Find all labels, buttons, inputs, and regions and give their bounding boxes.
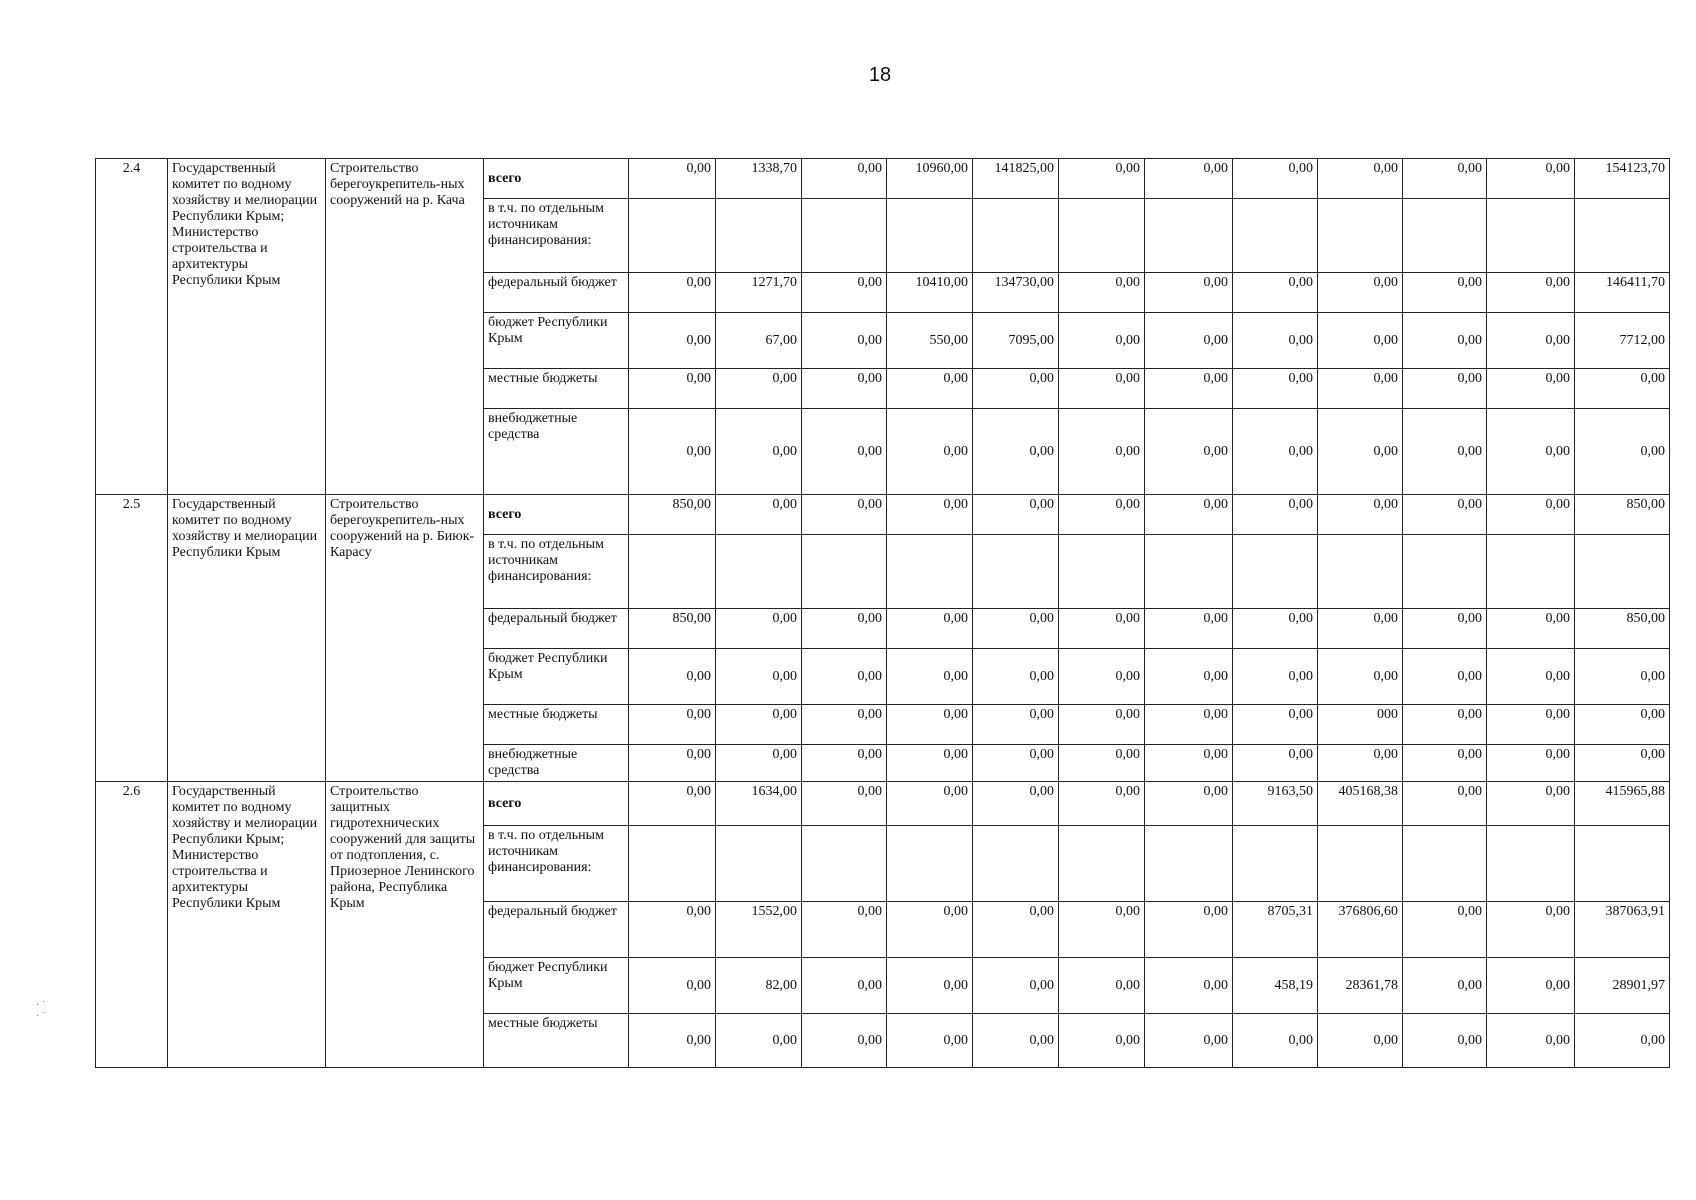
value-cell: 405168,38 [1318,782,1403,826]
value-cell: 0,00 [1233,609,1318,649]
value-cell: 0,00 [716,369,802,409]
value-cell: 0,00 [1403,369,1487,409]
value-cell: 0,00 [973,1014,1059,1068]
page-number: 18 [868,64,892,86]
value-cell: 0,00 [629,705,716,745]
value-cell: 0,00 [1233,273,1318,313]
value-cell [1487,826,1575,902]
value-cell: 1271,70 [716,273,802,313]
value-cell: 0,00 [1059,902,1145,958]
value-cell [802,199,887,273]
value-cell: 0,00 [629,409,716,495]
value-cell: 154123,70 [1575,159,1670,199]
value-cell: 0,00 [629,958,716,1014]
value-cell: 0,00 [802,273,887,313]
value-cell: 0,00 [1059,958,1145,1014]
value-cell: 8705,31 [1233,902,1318,958]
value-cell: 0,00 [1318,745,1403,782]
value-cell: 0,00 [887,369,973,409]
value-cell: 10960,00 [887,159,973,199]
measure-cell: Строительство берегоукрепитель-ных сооружений на р. Кача [326,159,484,495]
value-cell: 0,00 [1059,1014,1145,1068]
value-cell: 0,00 [1575,705,1670,745]
value-cell: 0,00 [802,159,887,199]
value-cell: 0,00 [1059,369,1145,409]
value-cell: 850,00 [1575,609,1670,649]
value-cell: 0,00 [1403,902,1487,958]
value-cell: 0,00 [1403,313,1487,369]
value-cell: 0,00 [973,649,1059,705]
value-cell: 0,00 [1145,958,1233,1014]
value-cell: 0,00 [629,782,716,826]
value-cell: 0,00 [1575,1014,1670,1068]
funding-source-cell: бюджет Республики Крым [484,313,629,369]
value-cell: 0,00 [1233,369,1318,409]
value-cell: 0,00 [802,1014,887,1068]
value-cell: 0,00 [629,369,716,409]
value-cell: 0,00 [1487,782,1575,826]
value-cell: 000 [1318,705,1403,745]
value-cell [629,826,716,902]
value-cell: 0,00 [802,782,887,826]
value-cell: 0,00 [1487,958,1575,1014]
value-cell [1059,199,1145,273]
value-cell [973,535,1059,609]
value-cell: 0,00 [1145,1014,1233,1068]
value-cell: 0,00 [1487,273,1575,313]
value-cell: 0,00 [1403,705,1487,745]
funding-source-cell: всего [484,782,629,826]
value-cell: 0,00 [1059,409,1145,495]
value-cell [802,826,887,902]
funding-source-cell: внебюджетные средства [484,745,629,782]
funding-source-cell: в т.ч. по отдельным источникам финансирования: [484,535,629,609]
value-cell: 0,00 [1059,782,1145,826]
value-cell: 0,00 [716,609,802,649]
value-cell: 0,00 [1318,1014,1403,1068]
value-cell: 850,00 [629,495,716,535]
funding-source-cell: федеральный бюджет [484,902,629,958]
value-cell: 458,19 [1233,958,1318,1014]
value-cell: 0,00 [716,1014,802,1068]
value-cell [1487,535,1575,609]
value-cell: 0,00 [802,902,887,958]
value-cell: 0,00 [716,649,802,705]
value-cell: 0,00 [1487,609,1575,649]
value-cell: 0,00 [1403,609,1487,649]
value-cell [973,826,1059,902]
value-cell: 0,00 [887,409,973,495]
value-cell [1059,826,1145,902]
value-cell: 0,00 [802,609,887,649]
value-cell: 0,00 [1318,313,1403,369]
value-cell: 0,00 [887,609,973,649]
value-cell: 7095,00 [973,313,1059,369]
value-cell: 0,00 [887,958,973,1014]
value-cell: 0,00 [1575,745,1670,782]
value-cell: 0,00 [887,495,973,535]
funding-source-cell: внебюджетные средства [484,409,629,495]
value-cell: 0,00 [1403,273,1487,313]
value-cell: 0,00 [1059,495,1145,535]
value-cell [973,199,1059,273]
value-cell: 0,00 [973,705,1059,745]
value-cell: 0,00 [1403,1014,1487,1068]
value-cell: 0,00 [1575,649,1670,705]
value-cell: 0,00 [1318,273,1403,313]
value-cell: 0,00 [1145,313,1233,369]
value-cell: 0,00 [1403,958,1487,1014]
value-cell: 0,00 [1487,705,1575,745]
value-cell: 0,00 [1487,159,1575,199]
value-cell: 0,00 [802,409,887,495]
value-cell [1403,199,1487,273]
executor-cell: Государственный комитет по водному хозяйству и мелиорации Республики Крым [168,495,326,782]
value-cell: 0,00 [887,782,973,826]
value-cell: 0,00 [802,958,887,1014]
value-cell: 0,00 [629,273,716,313]
value-cell: 0,00 [887,745,973,782]
value-cell [1575,199,1670,273]
row-number: 2.4 [96,159,168,495]
value-cell: 850,00 [629,609,716,649]
value-cell: 0,00 [1233,159,1318,199]
value-cell [1318,826,1403,902]
value-cell: 0,00 [1403,409,1487,495]
value-cell: 0,00 [1487,369,1575,409]
value-cell: 0,00 [1059,273,1145,313]
value-cell [1233,535,1318,609]
row-number: 2.6 [96,782,168,1068]
value-cell: 0,00 [973,958,1059,1014]
value-cell: 0,00 [1318,159,1403,199]
value-cell: 0,00 [1145,705,1233,745]
funding-source-cell: в т.ч. по отдельным источникам финансирования: [484,199,629,273]
value-cell: 0,00 [973,609,1059,649]
value-cell: 376806,60 [1318,902,1403,958]
value-cell: 0,00 [1318,609,1403,649]
value-cell: 0,00 [973,369,1059,409]
value-cell: 0,00 [629,745,716,782]
value-cell: 0,00 [1403,495,1487,535]
row-number: 2.5 [96,495,168,782]
value-cell: 0,00 [1145,745,1233,782]
value-cell: 0,00 [1059,609,1145,649]
value-cell: 0,00 [1059,705,1145,745]
value-cell: 0,00 [887,1014,973,1068]
value-cell: 0,00 [1233,409,1318,495]
value-cell: 0,00 [1233,1014,1318,1068]
value-cell [716,535,802,609]
value-cell: 0,00 [629,159,716,199]
funding-source-cell: в т.ч. по отдельным источникам финансирования: [484,826,629,902]
value-cell: 0,00 [1145,902,1233,958]
value-cell: 0,00 [1233,745,1318,782]
value-cell: 0,00 [1233,705,1318,745]
value-cell: 28361,78 [1318,958,1403,1014]
scan-marks: · ˙ · ˙ [36,1000,46,1022]
funding-source-cell: всего [484,159,629,199]
measure-cell: Строительство берегоукрепитель-ных сооружений на р. Биюк-Карасу [326,495,484,782]
funding-source-cell: федеральный бюджет [484,273,629,313]
funding-source-cell: местные бюджеты [484,369,629,409]
value-cell: 0,00 [1318,649,1403,705]
value-cell [1318,535,1403,609]
value-cell: 0,00 [1059,313,1145,369]
value-cell: 0,00 [973,782,1059,826]
value-cell: 0,00 [1318,369,1403,409]
value-cell: 387063,91 [1575,902,1670,958]
funding-source-cell: бюджет Республики Крым [484,958,629,1014]
value-cell: 0,00 [629,313,716,369]
funding-source-cell: местные бюджеты [484,1014,629,1068]
value-cell: 0,00 [1487,313,1575,369]
value-cell [887,826,973,902]
value-cell: 0,00 [1575,409,1670,495]
funding-source-cell: местные бюджеты [484,705,629,745]
value-cell [1575,826,1670,902]
value-cell [1487,199,1575,273]
value-cell: 0,00 [887,902,973,958]
value-cell: 0,00 [1487,1014,1575,1068]
value-cell: 0,00 [887,649,973,705]
value-cell: 0,00 [802,745,887,782]
value-cell: 0,00 [1059,745,1145,782]
value-cell: 0,00 [1059,159,1145,199]
value-cell: 0,00 [1145,409,1233,495]
value-cell: 0,00 [1575,369,1670,409]
value-cell: 0,00 [1403,649,1487,705]
value-cell [629,199,716,273]
funding-source-cell: всего [484,495,629,535]
value-cell: 0,00 [1487,745,1575,782]
value-cell: 0,00 [1145,782,1233,826]
value-cell: 0,00 [887,705,973,745]
value-cell [716,199,802,273]
value-cell: 0,00 [1233,649,1318,705]
value-cell: 850,00 [1575,495,1670,535]
value-cell: 10410,00 [887,273,973,313]
value-cell: 0,00 [1318,409,1403,495]
value-cell: 9163,50 [1233,782,1318,826]
value-cell: 0,00 [1487,902,1575,958]
funding-source-cell: федеральный бюджет [484,609,629,649]
value-cell: 0,00 [1145,649,1233,705]
value-cell: 134730,00 [973,273,1059,313]
value-cell: 0,00 [716,495,802,535]
table-row [96,159,1670,199]
value-cell [1233,199,1318,273]
value-cell: 0,00 [1233,313,1318,369]
value-cell: 0,00 [629,649,716,705]
value-cell: 1634,00 [716,782,802,826]
value-cell: 0,00 [1487,649,1575,705]
value-cell: 0,00 [629,902,716,958]
value-cell: 0,00 [1145,159,1233,199]
value-cell [1403,826,1487,902]
value-cell: 0,00 [1233,495,1318,535]
value-cell: 0,00 [973,902,1059,958]
value-cell: 82,00 [716,958,802,1014]
value-cell: 0,00 [1403,745,1487,782]
value-cell: 550,00 [887,313,973,369]
value-cell: 0,00 [1145,273,1233,313]
table-row [96,495,1670,535]
funding-source-cell: бюджет Республики Крым [484,649,629,705]
value-cell [1145,535,1233,609]
value-cell: 0,00 [1145,609,1233,649]
value-cell: 0,00 [629,1014,716,1068]
value-cell [716,826,802,902]
value-cell: 1338,70 [716,159,802,199]
value-cell: 0,00 [973,409,1059,495]
value-cell [1318,199,1403,273]
value-cell: 28901,97 [1575,958,1670,1014]
value-cell [887,199,973,273]
value-cell: 0,00 [802,495,887,535]
value-cell: 0,00 [1145,369,1233,409]
value-cell: 0,00 [1318,495,1403,535]
value-cell: 146411,70 [1575,273,1670,313]
value-cell: 415965,88 [1575,782,1670,826]
value-cell [1403,535,1487,609]
value-cell [802,535,887,609]
executor-cell: Государственный комитет по водному хозяйству и мелиорации Республики Крым; Министерство строительства и архитектуры Республики Крым [168,159,326,495]
value-cell: 0,00 [802,649,887,705]
value-cell: 0,00 [973,745,1059,782]
value-cell [887,535,973,609]
measure-cell: Строительство защитных гидротехнических сооружений для защиты от подтопления, с. Приозерное Ленинского района, Республика Крым [326,782,484,1068]
value-cell [1145,199,1233,273]
value-cell [1233,826,1318,902]
value-cell: 0,00 [802,705,887,745]
value-cell: 0,00 [1487,495,1575,535]
value-cell [1575,535,1670,609]
table-row [96,782,1670,826]
value-cell: 141825,00 [973,159,1059,199]
value-cell: 0,00 [802,313,887,369]
value-cell: 0,00 [1403,159,1487,199]
value-cell: 1552,00 [716,902,802,958]
financing-table [95,158,1670,1068]
value-cell: 0,00 [1145,495,1233,535]
value-cell: 0,00 [716,409,802,495]
value-cell: 0,00 [1403,782,1487,826]
value-cell: 0,00 [1487,409,1575,495]
value-cell: 7712,00 [1575,313,1670,369]
value-cell: 0,00 [973,495,1059,535]
value-cell [1145,826,1233,902]
executor-cell: Государственный комитет по водному хозяйству и мелиорации Республики Крым; Министерство строительства и архитектуры Республики Крым [168,782,326,1068]
value-cell [629,535,716,609]
value-cell: 0,00 [1059,649,1145,705]
value-cell: 67,00 [716,313,802,369]
value-cell [1059,535,1145,609]
value-cell: 0,00 [802,369,887,409]
value-cell: 0,00 [716,705,802,745]
value-cell: 0,00 [716,745,802,782]
